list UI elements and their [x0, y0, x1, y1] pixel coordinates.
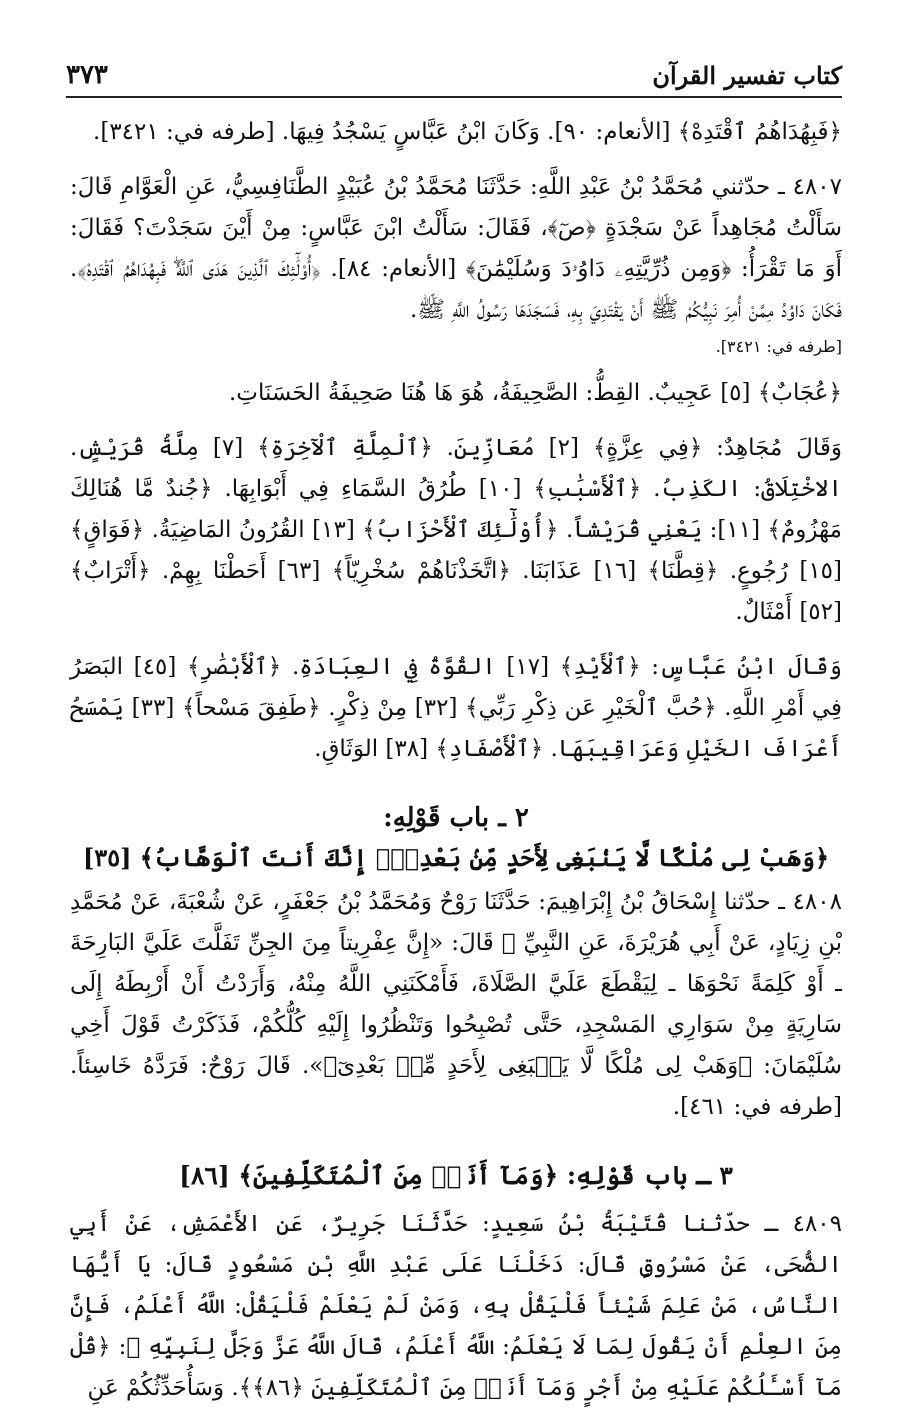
hadith-4809: ٤٨٠٩ ـ حدّثنا قُتَيْبَةُ بْنُ سَعِيدٍ: حَدَّثَنَا جَرِيرٌ، عَنِ الأَعْمَشِ، عَنْ أَبِي الضُّحَى، عَنْ مَسْرُوقٍ قَالَ: دَخَلْنَا عَلَى عَبْدِ اللَّهِ بْنِ مَسْعُودٍ قَالَ: يَا أَيُّهَا النَّاسُ، مَنْ عَلِمَ شَيْئاً فَلْيَقُلْ بِهِ، وَمَنْ لَمْ يَعْلَمْ فَلْيَقُلْ: اللَّهُ أَعْلَمُ، فَإِنَّ مِنَ العِلْمِ أَنْ يَقُولَ لِمَا لَا يَعْلَمُ: اللَّهُ أَعْلَمُ، قَالَ اللَّهُ عَزَّ وَجَلَّ لِنَبِيِّهِ ﷺ: ﴿قُلْ مَآ أَسْـَٔلُكُمْ عَلَيْهِ مِنْ أَجْرٍ وَمَآ أَنَا۠ مِنَ ٱلْمُتَكَلِّفِينَ ﴿٨٦﴾﴾. وَسَأُحَدِّثُكُمْ عَنِ: [70, 1211, 842, 1401]
hadith-4808: ٤٨٠٨ ـ حدّثنا إِسْحَاقُ بْنُ إِبْرَاهِيمَ: حَدَّثَنَا رَوْحٌ وَمُحَمَّدُ بْنُ جَعْفَرٍ، عَنْ شُعْبَةَ، عَنْ مُحَمَّدِ بْنِ زِيَادٍ، عَنْ أَبِي هُرَيْرَةَ، عَنِ النَّبِيِّ ﷺ قَالَ: «إِنَّ عِفْرِيتاً مِنَ الجِنِّ تَفَلَّتَ عَلَيَّ البَارِحَةَ ـ أَوْ كَلِمَةً نَحْوَهَا ـ لِيَقْطَعَ عَلَيَّ الصَّلَاةَ، فَأَمْكَنَنِي اللَّهُ مِنْهُ، وَأَرَدْتُ أَنْ أَرْبِطَهُ إِلَى سَارِيَةٍ مِنْ سَوَارِي المَسْجِدِ، حَتَّى تُصْبِحُوا وَتَنْظُرُوا إِلَيْهِ كُلُّكُمْ، فَذَكَرْتُ قَوْلَ أَخِي سُلَيْمَانَ: ﴿وَهَبْ لِى مُلْكًا لَّا يَنۢبَغِى لِأَحَدٍ مِّنۢ بَعْدِىٓ﴾». قَالَ رَوْحٌ: فَرَدَّهُ خَاسِئاً. [طرفه في: ٤٦١].: [70, 889, 842, 1120]
paragraph-continuation: ﴿فَبِهُدَاهُمُ ٱقْتَدِهْ﴾ [الأنعام: ٩٠]. وَكَانَ ابْنُ عَبَّاسٍ يَسْجُدُ فِيهَا. [طرفه في: ٣٤٢١].: [93, 119, 842, 145]
hadith-4807: ٤٨٠٧ ـ حدّثني مُحَمَّدُ بْنُ عَبْدِ اللَّهِ: حَدَّثَنَا مُحَمَّدُ بْنُ عُبَيْدٍ الطَّنَافِسِيُّ، عَنِ الْعَوَّامِ قَالَ: سَأَلْتُ مُجَاهِداً عَنْ سَجْدَةٍ ﴿صٓ﴾، فَقَالَ: سَأَلْتُ ابْنَ عَبَّاسٍ: مِنْ أَيْنَ سَجَدْتَ؟ فَقَالَ: أَوَ مَا تَقْرَأُ: ﴿وَمِن ذُرِّيَّتِهِۦ دَاوُۥدَ وَسُلَيْمَٰنَ﴾ [الأنعام: ٨٤]. ﴿أُوْلَٰٓئِكَ ٱلَّذِينَ هَدَى ٱللَّهُۖ فَبِهُدَاهُمُ ٱقْتَدِهْ﴾. فَكَانَ دَاوُدُ مِمَّنْ أُمِرَ نَبِيُّكُمْ ﷺ أَنْ يَقْتَدِيَ بِهِ، فَسَجَدَهَا رَسُولُ اللَّهِ ﷺ.: [70, 174, 842, 323]
page-body: [70, 112, 842, 1423]
chapter-3-title: ٣ ـ باب قَوْلِهِ: ﴿وَمَآ أَنَا۠ مِنَ ٱلْمُتَكَلِّفِينَ﴾ [٨٦]: [179, 1161, 733, 1190]
gloss-ujab: ﴿عُجَابٌ﴾ [٥] عَجِيبٌ. القِطُّ: الصَّحِيفَةُ، هُوَ هَا هُنَا صَحِيفَةُ الحَسَنَاتِ.: [228, 380, 842, 406]
running-title: كتاب تفسير القرآن: [652, 61, 842, 90]
page-header: [66, 52, 842, 98]
chapter-2-title: ٢ ـ باب قَوْلِهِ:: [383, 803, 529, 833]
page-number: ٣٧٣: [66, 60, 108, 90]
gloss-ibn-abbas: وَقَالَ ابْنُ عَبَّاسٍ: ﴿ٱلْأَيْدِ﴾ [١٧] القُوَّةُ فِي العِبَادَةِ. ﴿ٱلْأَبْصَٰرِ﴾ [٤٥] البَصَرُ فِي أَمْرِ اللَّهِ. ﴿حُبَّ ٱلْخَيْرِ عَن ذِكْرِ رَبِّي﴾ [٣٢] مِنْ ذِكْرٍ. ﴿طَفِقَ مَسْحاً﴾ [٣٣] يَمْسَحُ أَعْرَافَ الخَيْلِ وَعَرَاقِيبَهَا. ﴿ٱلْأَصْفَادِ﴾ [٣٨] الوَثَاقِ.: [70, 654, 843, 762]
hadith-4807-ref: [طرفه في: ٣٤٢١].: [715, 337, 842, 356]
gloss-mujahid: وَقَالَ مُجَاهِدٌ: ﴿فِي عِزَّةٍ﴾ [٢] مُعَازِّينَ. ﴿ٱلْمِلَّةِ ٱلْآخِرَةِ﴾ [٧] مِلَّةُ قُرَيْشٍ. الاخْتِلَاقُ: الكَذِبُ. ﴿ٱلْأَسْبَٰبِ﴾ [١٠] طُرُقُ السَّمَاءِ فِي أَبْوَابِهَا. ﴿جُندٌ مَّا هُنَالِكَ مَهْزُومٌ﴾ [١١]: يَعْنِي قُرَيْشاً. ﴿أُوْلَٰٓئِكَ ٱلْأَحْزَابُ﴾ [١٣] القُرُونُ المَاضِيَةُ. ﴿فَوَاقٍ﴾ [١٥] رُجُوعٍ. ﴿قِطَّنَا﴾ [١٦] عَذَابَنَا. ﴿اتَّخَذْنَاهُمْ سُخْرِيّاً﴾ [٦٣] أَحَطْنَا بِهِمْ. ﴿أَتْرَابٌ﴾ [٥٢] أَمْثَالٌ.: [70, 435, 843, 625]
chapter-2-verse: ﴿وَهَبْ لِى مُلْكًا لَّا يَنۢبَغِى لِأَحَدٍ مِّنۢ بَعْدِىٓۖ إِنَّكَ أَنتَ ٱلْوَهَّابُ﴾ [٣٥]: [82, 843, 830, 872]
